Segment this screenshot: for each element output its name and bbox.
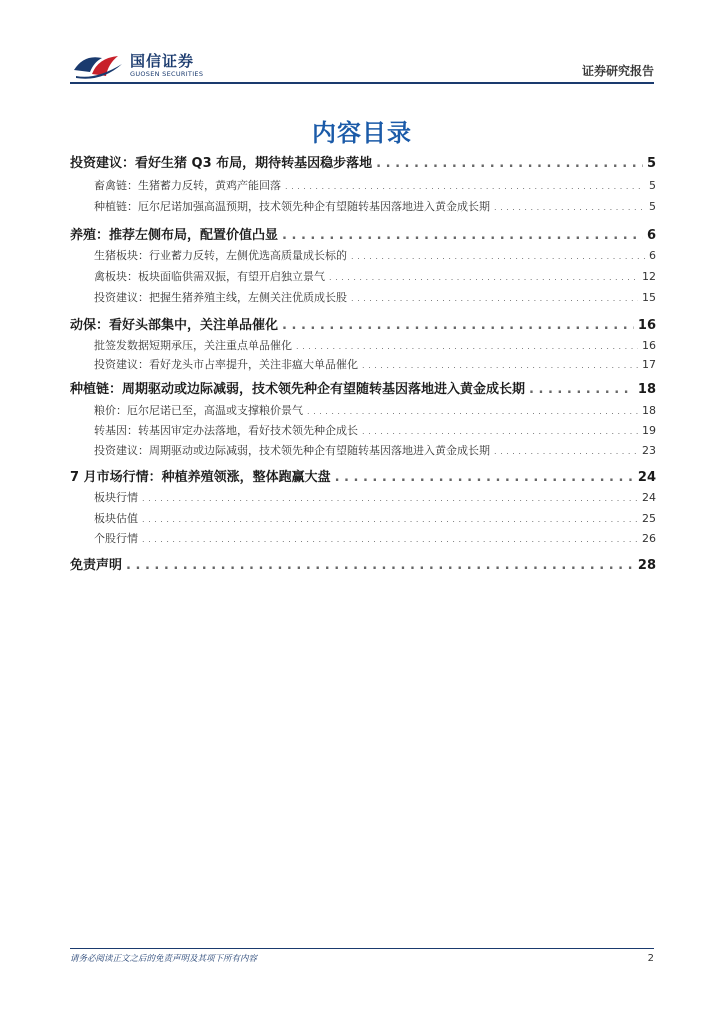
footer-divider — [70, 948, 654, 949]
toc-entry-title: 投资建议：把握生猪养殖主线，左侧关注优质成长股 — [94, 291, 347, 304]
toc-dot-leader — [494, 447, 638, 456]
toc-entry-page: 24 — [637, 470, 656, 485]
toc-subsection-entry[interactable] — [70, 198, 656, 214]
toc-entry-page: 6 — [649, 249, 656, 262]
guosen-logo-icon — [72, 50, 126, 82]
toc-subsection-entry[interactable] — [70, 268, 656, 284]
toc-entry-page: 24 — [642, 491, 656, 504]
toc-subsection-entry[interactable] — [70, 356, 656, 372]
document-type: 证券研究报告 — [581, 64, 654, 78]
toc-subsection-entry[interactable] — [70, 530, 656, 546]
toc-entry-title: 禽板块：板块面临供需双振，有望开启独立景气 — [94, 270, 325, 283]
toc-dot-leader — [296, 342, 638, 351]
guosen-logo — [72, 50, 203, 82]
toc-subsection-entry[interactable] — [70, 510, 656, 526]
toc-entry-page: 23 — [642, 444, 656, 457]
toc-section-entry[interactable] — [70, 314, 656, 333]
toc-subsection-entry[interactable] — [70, 402, 656, 418]
toc-dot-leader — [142, 515, 638, 524]
logo-cn-text: 国信证券 — [130, 52, 195, 70]
toc-entry-title: 种植链：周期驱动或边际减弱，技术领先种企有望随转基因落地进入黄金成长期 — [70, 382, 526, 397]
toc-dot-leader — [329, 273, 638, 282]
toc-entry-title: 板块行情 — [94, 491, 138, 504]
page-header — [0, 0, 724, 92]
toc-entry-title: 畜禽链：生猪蓄力反转，黄鸡产能回落 — [94, 179, 281, 192]
toc-entry-page: 5 — [649, 179, 656, 192]
toc-dot-leader — [282, 318, 634, 333]
toc-subsection-entry[interactable] — [70, 489, 656, 505]
toc-entry-page: 16 — [637, 318, 656, 333]
footer-disclaimer-note: 请务必阅读正文之后的免责声明及其项下所有内容 — [70, 954, 258, 964]
toc-subsection-entry[interactable] — [70, 289, 656, 305]
toc-entry-title: 动保：看好头部集中，关注单品催化 — [70, 318, 279, 333]
toc-entry-title: 7 月市场行情：种植养殖领涨，整体跑赢大盘 — [70, 470, 331, 485]
toc-entry-title: 种植链：厄尔尼诺加强高温预期，技术领先种企有望随转基因落地进入黄金成长期 — [94, 200, 490, 213]
toc-entry-title: 板块估值 — [94, 512, 138, 525]
toc-dot-leader — [307, 407, 638, 416]
toc-entry-title: 批签发数据短期承压，关注重点单品催化 — [94, 339, 292, 352]
toc-dot-leader — [529, 382, 634, 397]
toc-entry-page: 6 — [646, 228, 656, 243]
toc-entry-title: 投资建议：看好生猪 Q3 布局，期待转基因稳步落地 — [70, 156, 373, 171]
page-number: 2 — [647, 953, 654, 964]
toc-entry-title: 生猪板块：行业蓄力反转，左侧优选高质量成长标的 — [94, 249, 347, 262]
toc-entry-page: 15 — [642, 291, 656, 304]
toc-entry-page: 18 — [637, 382, 656, 397]
toc-subsection-entry[interactable] — [70, 337, 656, 353]
toc-subsection-entry[interactable] — [70, 442, 656, 458]
toc-entry-page: 16 — [642, 339, 656, 352]
toc-entry-title: 粮价：厄尔尼诺已至，高温或支撑粮价景气 — [94, 404, 303, 417]
toc-entry-page: 18 — [642, 404, 656, 417]
toc-subsection-entry[interactable] — [70, 247, 656, 263]
toc-subsection-entry[interactable] — [70, 422, 656, 438]
toc-entry-title: 投资建议：周期驱动或边际减弱，技术领先种企有望随转基因落地进入黄金成长期 — [94, 444, 490, 457]
toc-dot-leader — [376, 156, 643, 171]
toc-entry-page: 17 — [642, 358, 656, 371]
toc-dot-leader — [351, 252, 645, 261]
toc-entry-page: 25 — [642, 512, 656, 525]
toc-title: 内容目录 — [312, 119, 412, 147]
toc-section-entry[interactable] — [70, 224, 656, 243]
toc-dot-leader — [285, 182, 645, 191]
toc-section-entry[interactable] — [70, 554, 656, 573]
toc-dot-leader — [142, 535, 638, 544]
toc-dot-leader — [142, 494, 638, 503]
toc-dot-leader — [335, 470, 634, 485]
toc-section-entry[interactable] — [70, 378, 656, 397]
toc-entry-page: 12 — [642, 270, 656, 283]
toc-entry-title: 转基因：转基因审定办法落地，看好技术领先种企成长 — [94, 424, 358, 437]
toc-entry-title: 养殖：推荐左侧布局，配置价值凸显 — [70, 228, 279, 243]
toc-dot-leader — [126, 558, 634, 573]
toc-entry-page: 5 — [646, 156, 656, 171]
toc-entry-page: 19 — [642, 424, 656, 437]
header-divider — [70, 82, 654, 84]
toc-dot-leader — [351, 294, 638, 303]
toc-entry-title: 投资建议：看好龙头市占率提升，关注非瘟大单品催化 — [94, 358, 358, 371]
toc-dot-leader — [494, 203, 645, 212]
toc-dot-leader — [362, 427, 638, 436]
toc-entry-page: 28 — [637, 558, 656, 573]
toc-entry-title: 免责声明 — [70, 558, 123, 573]
toc-dot-leader — [362, 361, 638, 370]
toc-subsection-entry[interactable] — [70, 177, 656, 193]
toc-dot-leader — [282, 228, 643, 243]
toc-entry-title: 个股行情 — [94, 532, 138, 545]
toc-entry-page: 5 — [649, 200, 656, 213]
logo-en-text: GUOSEN SECURITIES — [130, 70, 204, 78]
toc-entry-page: 26 — [642, 532, 656, 545]
toc-section-entry[interactable] — [70, 466, 656, 485]
toc-section-entry[interactable] — [70, 152, 656, 171]
